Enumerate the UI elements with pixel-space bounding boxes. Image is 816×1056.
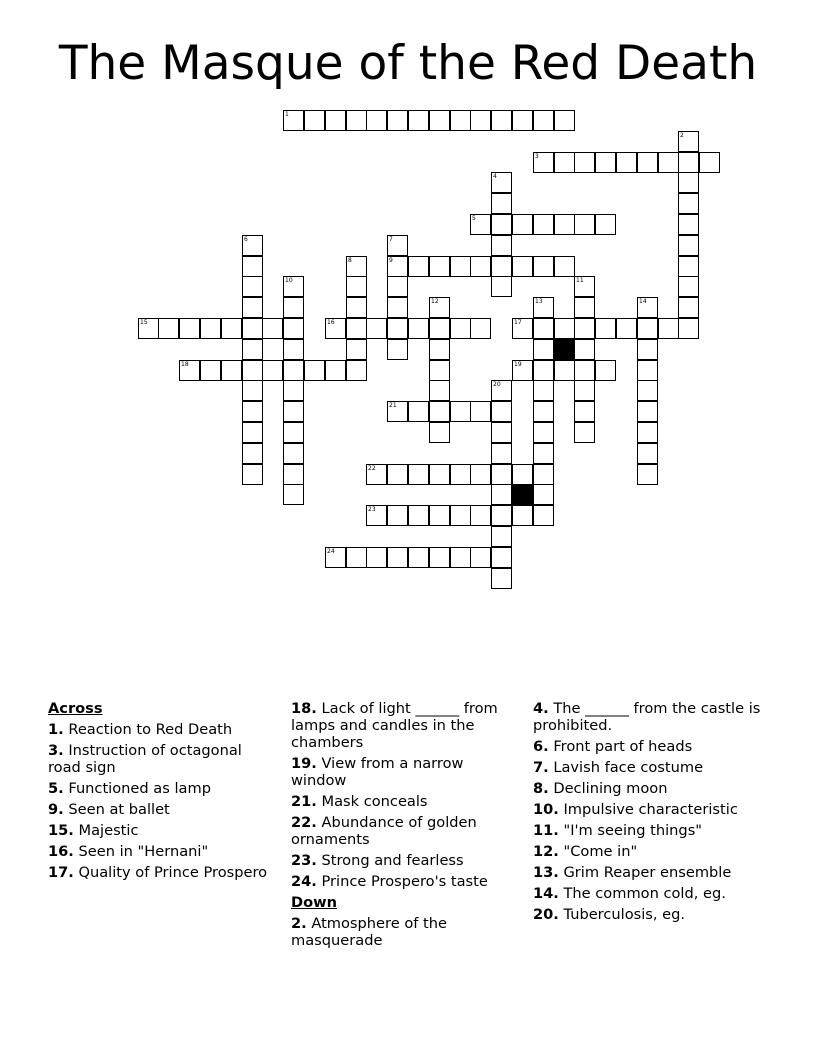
grid-cell[interactable] bbox=[283, 401, 304, 422]
clue-column-3 bbox=[533, 700, 773, 927]
grid-cell[interactable] bbox=[637, 360, 658, 381]
clue-number-label: 14 bbox=[639, 298, 647, 305]
black-cell bbox=[554, 339, 575, 360]
clue-number: 6. bbox=[533, 738, 549, 755]
clue-number: 7. bbox=[533, 759, 549, 776]
clue-text: Seen at ballet bbox=[63, 801, 170, 818]
grid-cell[interactable] bbox=[408, 464, 429, 485]
grid-cell[interactable] bbox=[242, 339, 263, 360]
clue-number: 2. bbox=[291, 915, 307, 932]
grid-cell[interactable] bbox=[491, 568, 512, 589]
grid-cell[interactable] bbox=[346, 339, 367, 360]
clue-number-label: 18 bbox=[181, 361, 189, 368]
clue-number-label: 9 bbox=[389, 257, 393, 264]
grid-cell[interactable] bbox=[242, 401, 263, 422]
grid-cell[interactable] bbox=[387, 110, 408, 131]
grid-cell[interactable] bbox=[283, 464, 304, 485]
clue-item bbox=[291, 755, 513, 789]
grid-cell[interactable] bbox=[470, 318, 491, 339]
grid-cell[interactable] bbox=[554, 110, 575, 131]
grid-cell[interactable] bbox=[242, 297, 263, 318]
grid-cell[interactable] bbox=[574, 297, 595, 318]
grid-cell[interactable] bbox=[491, 380, 512, 401]
grid-cell[interactable] bbox=[512, 318, 533, 339]
grid-cell[interactable] bbox=[325, 318, 346, 339]
clue-text: Impulsive characteristic bbox=[558, 801, 738, 818]
grid-cell[interactable] bbox=[346, 256, 367, 277]
grid-cell[interactable] bbox=[387, 256, 408, 277]
grid-cell[interactable] bbox=[366, 547, 387, 568]
clue-column-1 bbox=[48, 700, 268, 885]
clue-number-label: 10 bbox=[285, 277, 293, 284]
clue-text: Abundance of golden ornaments bbox=[291, 814, 477, 848]
grid-cell[interactable] bbox=[574, 339, 595, 360]
grid-cell[interactable] bbox=[408, 256, 429, 277]
grid-cell[interactable] bbox=[595, 214, 616, 235]
clue-number-label: 17 bbox=[514, 319, 522, 326]
grid-cell[interactable] bbox=[533, 318, 554, 339]
clue-text: Lack of light ______ from lamps and candles in the chambers bbox=[291, 700, 498, 751]
grid-cell[interactable] bbox=[491, 110, 512, 131]
clue-number-label: 21 bbox=[389, 402, 397, 409]
grid-cell[interactable] bbox=[616, 152, 637, 173]
clue-number-label: 22 bbox=[368, 465, 376, 472]
grid-cell[interactable] bbox=[637, 297, 658, 318]
grid-cell[interactable] bbox=[678, 318, 699, 339]
clue-item bbox=[291, 793, 513, 810]
clue-text: Tuberculosis, eg. bbox=[558, 906, 686, 923]
grid-cell[interactable] bbox=[554, 152, 575, 173]
grid-cell[interactable] bbox=[325, 547, 346, 568]
clue-number-label: 16 bbox=[327, 319, 335, 326]
clue-number: 23. bbox=[291, 852, 317, 869]
grid-cell[interactable] bbox=[346, 318, 367, 339]
clue-item bbox=[48, 801, 268, 818]
puzzle-title: The Masque of the Red Death bbox=[58, 36, 758, 91]
grid-cell[interactable] bbox=[616, 318, 637, 339]
grid-cell[interactable] bbox=[678, 276, 699, 297]
grid-cell[interactable] bbox=[366, 110, 387, 131]
clue-number: 24. bbox=[291, 873, 317, 890]
grid-cell[interactable] bbox=[595, 152, 616, 173]
grid-cell[interactable] bbox=[533, 401, 554, 422]
clue-number-label: 19 bbox=[514, 361, 522, 368]
grid-cell[interactable] bbox=[533, 297, 554, 318]
clue-item bbox=[48, 742, 268, 776]
grid-cell[interactable] bbox=[283, 484, 304, 505]
grid-cell[interactable] bbox=[470, 110, 491, 131]
grid-cell[interactable] bbox=[450, 464, 471, 485]
clue-number: 14. bbox=[533, 885, 559, 902]
grid-cell[interactable] bbox=[574, 401, 595, 422]
grid-cell[interactable] bbox=[450, 110, 471, 131]
clue-number-label: 15 bbox=[140, 319, 148, 326]
grid-cell[interactable] bbox=[262, 360, 283, 381]
grid-cell[interactable] bbox=[262, 318, 283, 339]
grid-cell[interactable] bbox=[387, 318, 408, 339]
grid-cell[interactable] bbox=[470, 505, 491, 526]
grid-cell[interactable] bbox=[699, 152, 720, 173]
grid-cell[interactable] bbox=[491, 484, 512, 505]
black-cell bbox=[512, 484, 533, 505]
grid-cell[interactable] bbox=[533, 152, 554, 173]
grid-cell[interactable] bbox=[158, 318, 179, 339]
clue-number-label: 3 bbox=[535, 153, 539, 160]
grid-cell[interactable] bbox=[491, 547, 512, 568]
clue-item bbox=[533, 738, 773, 755]
grid-cell[interactable] bbox=[429, 380, 450, 401]
clue-number-label: 11 bbox=[576, 277, 584, 284]
grid-cell[interactable] bbox=[408, 401, 429, 422]
grid-cell[interactable] bbox=[242, 235, 263, 256]
grid-cell[interactable] bbox=[429, 360, 450, 381]
grid-cell[interactable] bbox=[304, 360, 325, 381]
grid-cell[interactable] bbox=[408, 318, 429, 339]
grid-cell[interactable] bbox=[387, 276, 408, 297]
clue-number: 3. bbox=[48, 742, 64, 759]
clue-text: Majestic bbox=[73, 822, 139, 839]
grid-cell[interactable] bbox=[678, 235, 699, 256]
grid-cell[interactable] bbox=[491, 401, 512, 422]
clue-item bbox=[291, 873, 513, 890]
grid-cell[interactable] bbox=[242, 443, 263, 464]
grid-cell[interactable] bbox=[491, 422, 512, 443]
grid-cell[interactable] bbox=[283, 443, 304, 464]
clue-number: 9. bbox=[48, 801, 64, 818]
clue-number-label: 6 bbox=[244, 236, 248, 243]
grid-cell[interactable] bbox=[678, 172, 699, 193]
grid-cell[interactable] bbox=[242, 318, 263, 339]
grid-cell[interactable] bbox=[283, 360, 304, 381]
grid-cell[interactable] bbox=[491, 172, 512, 193]
grid-cell[interactable] bbox=[512, 256, 533, 277]
grid-cell[interactable] bbox=[200, 318, 221, 339]
clue-item bbox=[291, 852, 513, 869]
grid-cell[interactable] bbox=[512, 505, 533, 526]
grid-cell[interactable] bbox=[450, 318, 471, 339]
grid-cell[interactable] bbox=[637, 380, 658, 401]
grid-cell[interactable] bbox=[346, 276, 367, 297]
clue-number: 12. bbox=[533, 843, 559, 860]
clue-number-label: 8 bbox=[348, 257, 352, 264]
grid-cell[interactable] bbox=[387, 505, 408, 526]
grid-cell[interactable] bbox=[283, 380, 304, 401]
clue-number-label: 20 bbox=[493, 381, 501, 388]
grid-cell[interactable] bbox=[283, 318, 304, 339]
grid-cell[interactable] bbox=[283, 297, 304, 318]
clue-item bbox=[533, 700, 773, 734]
grid-cell[interactable] bbox=[678, 256, 699, 277]
clue-number: 18. bbox=[291, 700, 317, 717]
grid-cell[interactable] bbox=[387, 547, 408, 568]
grid-cell[interactable] bbox=[138, 318, 159, 339]
clue-item bbox=[291, 814, 513, 848]
grid-cell[interactable] bbox=[658, 152, 679, 173]
clue-number: 16. bbox=[48, 843, 74, 860]
grid-cell[interactable] bbox=[491, 256, 512, 277]
grid-cell[interactable] bbox=[242, 422, 263, 443]
clue-item bbox=[48, 822, 268, 839]
clue-number: 5. bbox=[48, 780, 64, 797]
grid-cell[interactable] bbox=[242, 276, 263, 297]
grid-cell[interactable] bbox=[637, 401, 658, 422]
grid-cell[interactable] bbox=[179, 360, 200, 381]
grid-cell[interactable] bbox=[429, 401, 450, 422]
grid-cell[interactable] bbox=[491, 214, 512, 235]
clue-text: Seen in "Hernani" bbox=[73, 843, 209, 860]
clue-text: The ______ from the castle is prohibited. bbox=[533, 700, 761, 734]
clue-number-label: 24 bbox=[327, 548, 335, 555]
grid-cell[interactable] bbox=[429, 339, 450, 360]
grid-cell[interactable] bbox=[387, 464, 408, 485]
grid-cell[interactable] bbox=[429, 422, 450, 443]
grid-cell[interactable] bbox=[429, 256, 450, 277]
grid-cell[interactable] bbox=[554, 256, 575, 277]
grid-cell[interactable] bbox=[678, 193, 699, 214]
across-heading: Across bbox=[48, 700, 103, 717]
clue-text: Declining moon bbox=[548, 780, 668, 797]
clue-number: 21. bbox=[291, 793, 317, 810]
grid-cell[interactable] bbox=[533, 360, 554, 381]
grid-cell[interactable] bbox=[366, 505, 387, 526]
clue-column-2 bbox=[291, 700, 513, 953]
grid-cell[interactable] bbox=[450, 505, 471, 526]
grid-cell[interactable] bbox=[491, 276, 512, 297]
grid-cell[interactable] bbox=[325, 110, 346, 131]
clue-text: Atmosphere of the masquerade bbox=[291, 915, 447, 949]
grid-cell[interactable] bbox=[242, 256, 263, 277]
clue-item bbox=[48, 843, 268, 860]
grid-cell[interactable] bbox=[429, 110, 450, 131]
clue-number-label: 4 bbox=[493, 173, 497, 180]
grid-cell[interactable] bbox=[325, 360, 346, 381]
grid-cell[interactable] bbox=[283, 110, 304, 131]
grid-cell[interactable] bbox=[533, 422, 554, 443]
grid-cell[interactable] bbox=[637, 318, 658, 339]
clue-item bbox=[48, 721, 268, 738]
grid-cell[interactable] bbox=[429, 547, 450, 568]
grid-cell[interactable] bbox=[242, 464, 263, 485]
grid-cell[interactable] bbox=[533, 339, 554, 360]
grid-cell[interactable] bbox=[678, 152, 699, 173]
clue-item bbox=[533, 759, 773, 776]
clue-number: 19. bbox=[291, 755, 317, 772]
grid-cell[interactable] bbox=[533, 110, 554, 131]
clue-number: 8. bbox=[533, 780, 549, 797]
grid-cell[interactable] bbox=[387, 339, 408, 360]
grid-cell[interactable] bbox=[554, 360, 575, 381]
clue-text: Quality of Prince Prospero bbox=[73, 864, 268, 881]
grid-cell[interactable] bbox=[491, 464, 512, 485]
clue-item bbox=[533, 780, 773, 797]
grid-cell[interactable] bbox=[533, 464, 554, 485]
clue-number-label: 7 bbox=[389, 236, 393, 243]
grid-cell[interactable] bbox=[242, 360, 263, 381]
grid-cell[interactable] bbox=[512, 464, 533, 485]
grid-cell[interactable] bbox=[512, 110, 533, 131]
grid-cell[interactable] bbox=[574, 380, 595, 401]
grid-cell[interactable] bbox=[346, 360, 367, 381]
grid-cell[interactable] bbox=[387, 235, 408, 256]
grid-cell[interactable] bbox=[346, 297, 367, 318]
clue-item bbox=[533, 843, 773, 860]
clue-number: 1. bbox=[48, 721, 64, 738]
grid-cell[interactable] bbox=[470, 256, 491, 277]
grid-cell[interactable] bbox=[450, 401, 471, 422]
grid-cell[interactable] bbox=[491, 526, 512, 547]
clue-item bbox=[533, 801, 773, 818]
grid-cell[interactable] bbox=[429, 505, 450, 526]
clue-number: 22. bbox=[291, 814, 317, 831]
grid-cell[interactable] bbox=[429, 318, 450, 339]
grid-cell[interactable] bbox=[408, 547, 429, 568]
clue-item bbox=[48, 864, 268, 881]
grid-cell[interactable] bbox=[595, 360, 616, 381]
grid-cell[interactable] bbox=[221, 360, 242, 381]
down-heading: Down bbox=[291, 894, 338, 911]
grid-cell[interactable] bbox=[574, 318, 595, 339]
grid-cell[interactable] bbox=[574, 422, 595, 443]
clue-number: 13. bbox=[533, 864, 559, 881]
clue-item bbox=[291, 915, 513, 949]
clue-item bbox=[533, 822, 773, 839]
clue-item bbox=[48, 780, 268, 797]
clue-text: "Come in" bbox=[558, 843, 638, 860]
clue-number: 15. bbox=[48, 822, 74, 839]
clue-text: Instruction of octagonal road sign bbox=[48, 742, 242, 776]
grid-cell[interactable] bbox=[533, 443, 554, 464]
grid-cell[interactable] bbox=[179, 318, 200, 339]
clue-text: Lavish face costume bbox=[548, 759, 704, 776]
grid-cell[interactable] bbox=[595, 318, 616, 339]
clue-text: View from a narrow window bbox=[291, 755, 464, 789]
grid-cell[interactable] bbox=[408, 505, 429, 526]
grid-cell[interactable] bbox=[574, 214, 595, 235]
grid-cell[interactable] bbox=[346, 547, 367, 568]
clue-number-label: 13 bbox=[535, 298, 543, 305]
grid-cell[interactable] bbox=[574, 360, 595, 381]
grid-cell[interactable] bbox=[242, 380, 263, 401]
grid-cell[interactable] bbox=[574, 276, 595, 297]
grid-cell[interactable] bbox=[637, 152, 658, 173]
grid-cell[interactable] bbox=[637, 422, 658, 443]
grid-cell[interactable] bbox=[408, 110, 429, 131]
clue-number: 20. bbox=[533, 906, 559, 923]
grid-cell[interactable] bbox=[512, 360, 533, 381]
clue-number: 11. bbox=[533, 822, 559, 839]
clue-text: Grim Reaper ensemble bbox=[558, 864, 732, 881]
grid-cell[interactable] bbox=[658, 318, 679, 339]
clue-number: 10. bbox=[533, 801, 559, 818]
grid-cell[interactable] bbox=[429, 297, 450, 318]
grid-cell[interactable] bbox=[678, 131, 699, 152]
grid-cell[interactable] bbox=[533, 484, 554, 505]
grid-cell[interactable] bbox=[637, 443, 658, 464]
clue-text: Reaction to Red Death bbox=[63, 721, 233, 738]
grid-cell[interactable] bbox=[678, 214, 699, 235]
grid-cell[interactable] bbox=[533, 380, 554, 401]
grid-cell[interactable] bbox=[221, 318, 242, 339]
grid-cell[interactable] bbox=[637, 464, 658, 485]
grid-cell[interactable] bbox=[491, 193, 512, 214]
grid-cell[interactable] bbox=[533, 505, 554, 526]
grid-cell[interactable] bbox=[512, 214, 533, 235]
clue-text: Functioned as lamp bbox=[63, 780, 211, 797]
grid-cell[interactable] bbox=[470, 214, 491, 235]
grid-cell[interactable] bbox=[450, 256, 471, 277]
grid-cell[interactable] bbox=[637, 339, 658, 360]
clue-text: Mask conceals bbox=[316, 793, 428, 810]
grid-cell[interactable] bbox=[554, 214, 575, 235]
grid-cell[interactable] bbox=[533, 256, 554, 277]
clue-item bbox=[533, 906, 773, 923]
grid-cell[interactable] bbox=[200, 360, 221, 381]
grid-cell[interactable] bbox=[678, 297, 699, 318]
grid-cell[interactable] bbox=[429, 464, 450, 485]
clue-item bbox=[291, 700, 513, 751]
clue-text: Strong and fearless bbox=[316, 852, 464, 869]
grid-cell[interactable] bbox=[491, 235, 512, 256]
clue-number-label: 1 bbox=[285, 111, 289, 118]
grid-cell[interactable] bbox=[491, 443, 512, 464]
grid-cell[interactable] bbox=[470, 401, 491, 422]
grid-cell[interactable] bbox=[450, 547, 471, 568]
grid-cell[interactable] bbox=[554, 318, 575, 339]
grid-cell[interactable] bbox=[387, 297, 408, 318]
grid-cell[interactable] bbox=[491, 505, 512, 526]
clue-item bbox=[533, 864, 773, 881]
clue-number-label: 2 bbox=[680, 132, 684, 139]
grid-cell[interactable] bbox=[387, 401, 408, 422]
grid-cell[interactable] bbox=[283, 422, 304, 443]
clue-number: 17. bbox=[48, 864, 74, 881]
clue-number-label: 12 bbox=[431, 298, 439, 305]
clue-item bbox=[533, 885, 773, 902]
grid-cell[interactable] bbox=[574, 152, 595, 173]
clue-number-label: 5 bbox=[472, 215, 476, 222]
clue-text: The common cold, eg. bbox=[558, 885, 726, 902]
clue-text: "I'm seeing things" bbox=[558, 822, 703, 839]
grid-cell[interactable] bbox=[346, 110, 367, 131]
grid-cell[interactable] bbox=[304, 110, 325, 131]
grid-cell[interactable] bbox=[533, 214, 554, 235]
grid-cell[interactable] bbox=[283, 276, 304, 297]
clue-number: 4. bbox=[533, 700, 549, 717]
clue-text: Front part of heads bbox=[548, 738, 693, 755]
grid-cell[interactable] bbox=[470, 464, 491, 485]
clue-text: Prince Prospero's taste bbox=[316, 873, 488, 890]
clue-number-label: 23 bbox=[368, 506, 376, 513]
grid-cell[interactable] bbox=[283, 339, 304, 360]
grid-cell[interactable] bbox=[366, 318, 387, 339]
grid-cell[interactable] bbox=[366, 464, 387, 485]
grid-cell[interactable] bbox=[470, 547, 491, 568]
